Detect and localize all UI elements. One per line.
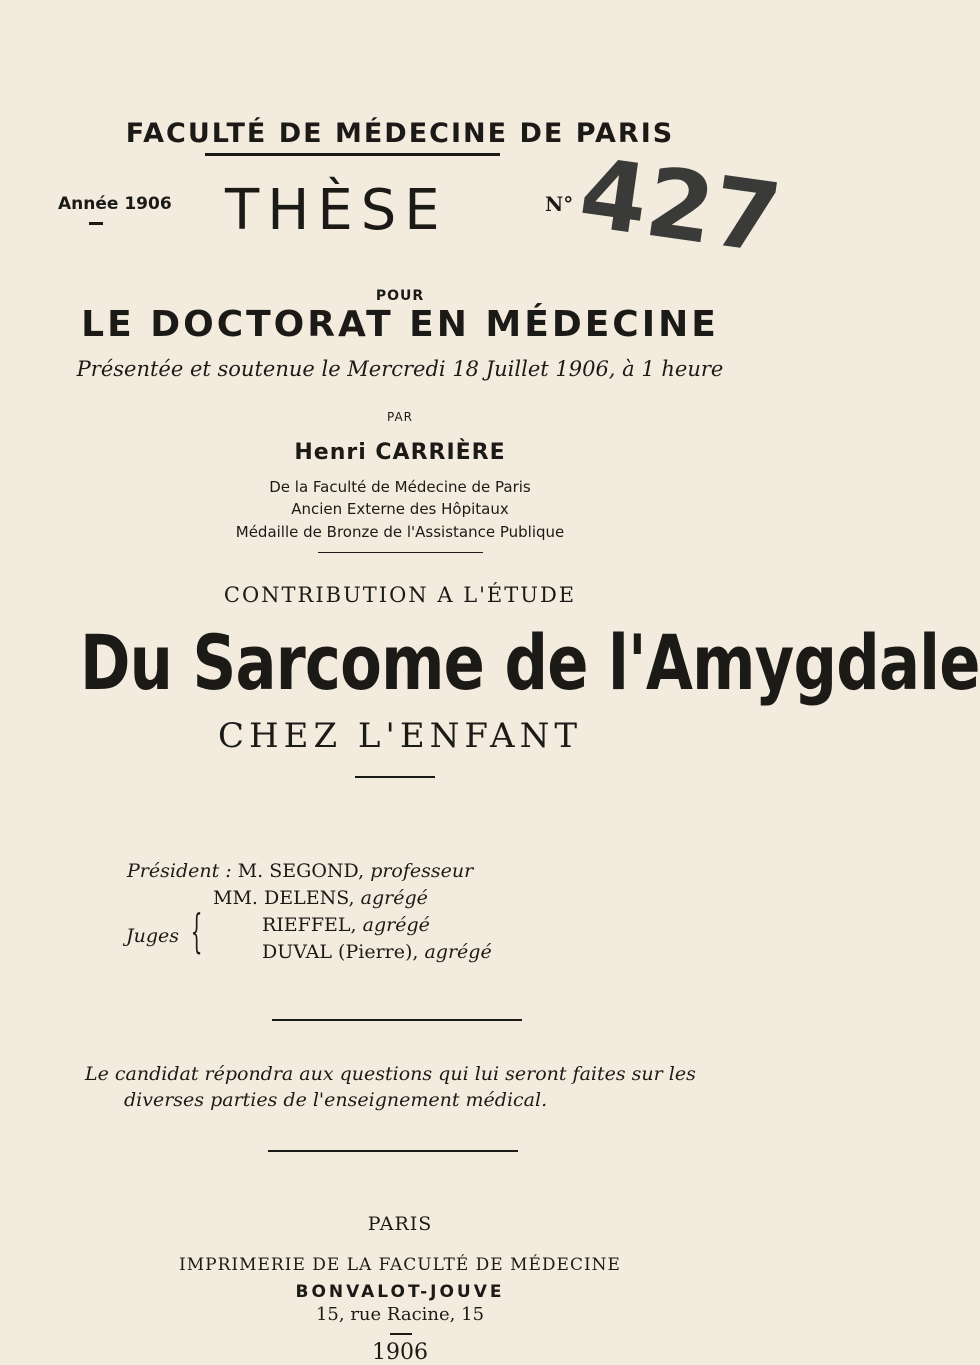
handwritten-number: 427 xyxy=(573,136,788,276)
judge-name: RIEFFEL, xyxy=(262,914,357,936)
judge-name: DELENS, xyxy=(264,887,355,909)
president-label: Président : xyxy=(127,860,232,882)
author-affiliation: Médaille de Bronze de l'Assistance Publique xyxy=(235,523,565,541)
imprint-address: 15, rue Racine, 15 xyxy=(315,1304,485,1325)
judge-role: agrégé xyxy=(362,914,430,936)
degree-title: LE DOCTORAT EN MÉDECINE xyxy=(81,304,719,345)
heading-underline xyxy=(205,153,500,156)
judges-label: Juges xyxy=(126,925,180,947)
notice-line: diverses parties de l'enseignement médical. xyxy=(124,1089,548,1111)
subject-subtitle: CHEZ L'ENFANT xyxy=(217,716,583,756)
brace-icon: { xyxy=(190,904,203,958)
main-subject-title: Du Sarcome de l'Amygdale xyxy=(80,618,980,707)
imprint-city: PARIS xyxy=(367,1213,433,1235)
divider xyxy=(268,1150,518,1152)
contribution-line: CONTRIBUTION A L'ÉTUDE xyxy=(223,583,577,607)
faculty-heading: FACULTÉ DE MÉDECINE DE PARIS xyxy=(125,118,675,149)
divider xyxy=(272,1019,522,1021)
judge-row xyxy=(127,885,492,912)
judges-title: MM. xyxy=(213,887,258,909)
divider xyxy=(318,552,483,553)
author-name: Henri CARRIÈRE xyxy=(294,440,506,465)
jury-block xyxy=(127,858,492,966)
president-name: SEGOND, xyxy=(269,860,365,882)
pour-label: POUR xyxy=(375,288,425,304)
year-dash xyxy=(89,222,103,225)
thesis-title: THÈSE xyxy=(225,178,448,243)
president-title: M. xyxy=(237,860,264,882)
par-label: PAR xyxy=(386,410,413,424)
imprint-printer: IMPRIMERIE DE LA FACULTÉ DE MÉDECINE xyxy=(179,1255,621,1275)
judge-role: agrégé xyxy=(360,887,428,909)
author-affiliation: De la Faculté de Médecine de Paris xyxy=(269,478,531,496)
year-label: Année 1906 xyxy=(58,194,172,214)
imprint-year: 1906 xyxy=(372,1340,428,1365)
notice-line: Le candidat répondra aux questions qui lui seront faites sur les xyxy=(85,1063,696,1085)
judge-row xyxy=(127,939,492,966)
presentation-date: Présentée et soutenue le Mercredi 18 Juillet 1906, à 1 heure xyxy=(76,357,724,381)
president-role: professeur xyxy=(370,860,474,882)
author-affiliation: Ancien Externe des Hôpitaux xyxy=(291,500,509,518)
imprint-printer-name: BONVALOT-JOUVE xyxy=(295,1282,505,1302)
judge-name: DUVAL (Pierre), xyxy=(262,941,419,963)
judge-role: agrégé xyxy=(424,941,492,963)
president-row xyxy=(127,858,492,885)
judge-row xyxy=(127,912,492,939)
number-label: N° xyxy=(545,192,574,216)
divider xyxy=(390,1333,412,1335)
divider xyxy=(355,776,435,778)
